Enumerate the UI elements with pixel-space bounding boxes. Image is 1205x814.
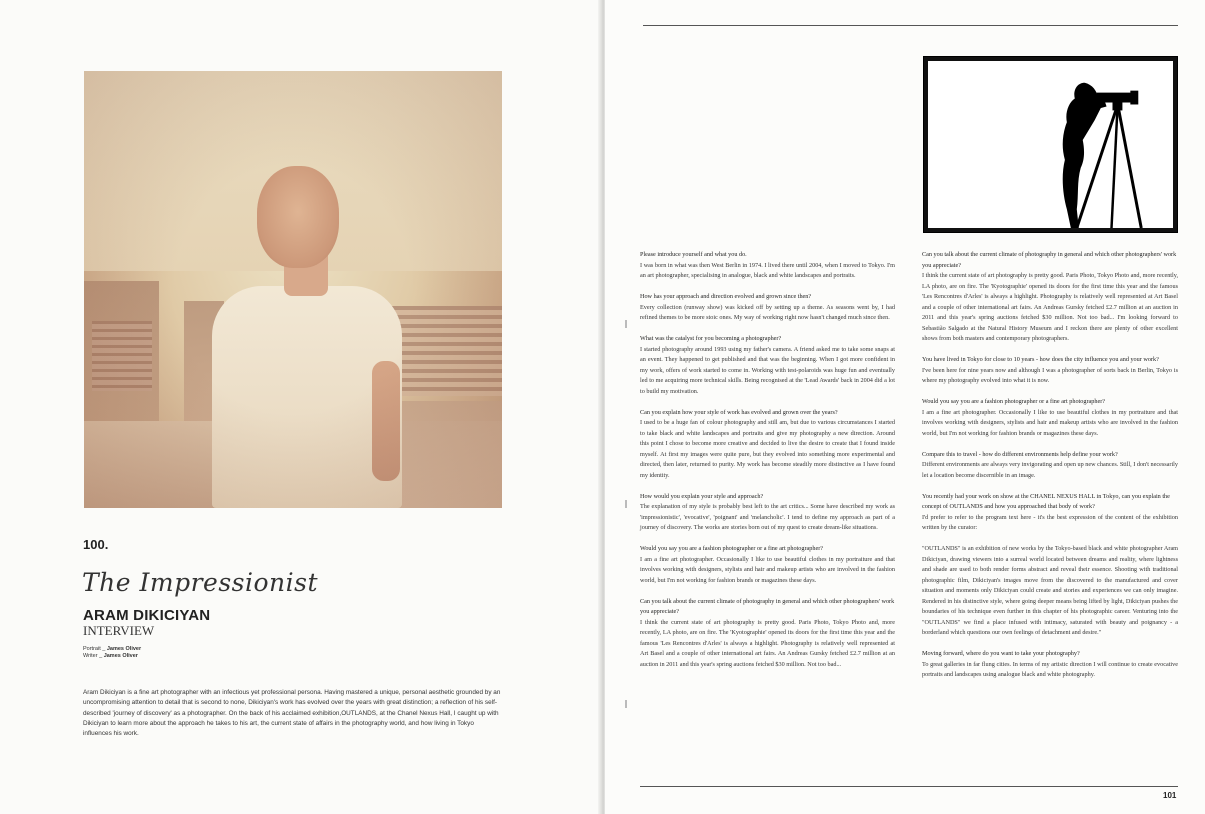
page-number-right: 101 <box>1163 791 1177 800</box>
qa-block <box>922 492 1178 534</box>
credits <box>83 646 141 660</box>
left-page <box>0 0 600 814</box>
top-rule <box>643 25 1178 26</box>
answer: I was born in what was then West Berlin in 1974. I lived there until 2004, when I moved to Tokyo. I'm an art photographer, specialising in analogue, black and white landscapes and portraits. <box>640 261 895 279</box>
bottom-rule <box>640 786 1178 787</box>
answer: I am a fine art photographer. Occasionally I like to use beautiful clothes in my portraiture and that involves working with designers, stylists and hair and makeup artists who are involved in the fashion world, but I'm not working for fashion brands or magazines these days. <box>922 408 1178 437</box>
question: How would you explain your style and approach? <box>640 492 764 500</box>
interviewee-name: ARAM DIKICIYAN <box>83 607 211 624</box>
answer: Different environments are always very invigorating and open up new chances. Still, I don't necessarily let a location become discernible in an image. <box>922 461 1178 479</box>
answer: I used to be a huge fan of colour photography and still am, but due to various circumstances I started to take black and white landscapes and portraits and give my photography a new direction. Around this point I chose to become more creative and decided to live the desire to create that I found inside myself. At first my images were quite pure, but they evolved into something more experimental and directed, then later, returned to purity. My work has become steadily more distinctive as I have found my identity. <box>640 419 895 479</box>
quote-block <box>922 544 1178 639</box>
qa-block <box>640 597 895 671</box>
qa-block <box>640 544 895 586</box>
question: Can you talk about the current climate of photography in general and which other photographers' work you appreciate? <box>922 251 1177 269</box>
question: Would you say you are a fashion photographer or a fine art photographer? <box>922 398 1106 405</box>
qa-block <box>922 450 1178 482</box>
question: You have lived in Tokyo for close to 10 years - how does the city influence you and your work? <box>922 356 1159 363</box>
margin-marks <box>625 320 629 720</box>
qa-block <box>922 397 1178 439</box>
qa-block <box>922 250 1178 345</box>
answer: I think the current state of art photography is pretty good. Paris Photo, Tokyo Photo and, more recently, LA photo, are on fire. The 'Kyotographie' opened its doors for the first time this year and the famous 'Les Rencontres d'Arles' is always a highlight. Photography is relatively well represented at Art Basel and a couple of other international art fairs. An Andreas Gursky fetched £2.7 million at an auction in 2011 and this year's spring auctions fetched $30 million. Not too bad... I'm looking forward to Sebastião Salgado at the Natural History Museum and I reckon there are plenty of other excellent shows from both masters and contemporary photographers. <box>922 272 1178 342</box>
credit-portrait: Portrait _ James Oliver <box>83 646 142 652</box>
photographer-silhouette-icon <box>923 56 1178 233</box>
curator-quote: "OUTLANDS" is an exhibition of new works by the Tokyo-based black and white photographer Aram Dikiciyan, drawing viewers into a surreal world located between dreams and reality, where lightness and shade are used to both render forms abstract and reveal their essence. Shooting with traditional photographic film, Dikiciyan's images move from the discovered to the manufactured and cover situation and moments only Dikiciyan could create and stories and experiences we can only imagine. Rendered in his distinctive style, where going deeper means being lifted by light, Dikiciyan pushes the boundaries of his technique even further in this chapter of his photographic career. Venturing into the "OUTLANDS" we find a place infused with intimacy, saturated with beauty and poignancy - a borderland which questions our own feelings of detachment and desire." <box>922 545 1178 636</box>
credit-writer: Writer _ James Oliver <box>83 653 138 659</box>
interview-column-right <box>922 250 1178 691</box>
answer: I started photography around 1993 using my father's camera. A friend asked me to take some snaps at an event. They happened to get published and that was the beginning. When I got more confident in my work, offers of work started to come in. Working with test-polaroids was huge fun and eventually led to me acquiring more technical skills. Being recognised at the 'Lead Awards' back in 2004 did a lot to build my motivation. <box>640 345 895 395</box>
answer: I've been here for nine years now and although I was a photographer of sorts back in Berlin, Tokyo is where my photography evolved into what it is now. <box>922 366 1178 384</box>
portrait-photo-icon <box>84 71 502 508</box>
answer: To great galleries in far flung cities. In terms of my artistic direction I will continue to create evocative portraits and landscapes using analogue black and white photography. <box>922 660 1178 678</box>
question: Moving forward, where do you want to take your photography? <box>922 650 1080 657</box>
question: What was the catalyst for you becoming a photographer? <box>640 335 782 342</box>
answer: Every collection (runway show) was kicked off by setting up a theme. As seasons went by, I had refined themes to be more stoic ones. My way of working right now hasn't changed much since then. <box>640 303 895 321</box>
answer: I'd prefer to refer to the program text here - it's the best expression of the content of the exhibition written by the curator: <box>922 513 1178 531</box>
question: Would you say you are a fashion photographer or a fine art photographer? <box>640 545 824 552</box>
qa-block <box>640 408 895 482</box>
question: Can you explain how your style of work has evolved and grown over the years? <box>640 408 838 416</box>
answer: The explanation of my style is probably best left to the art critics... Some have described my work as 'impressionistic', 'evocative', 'poignant' and 'melancholic'. I tend to define my approach as part of a journey of discovery. The works are stories born out of my quest to create dream-like situations. <box>640 503 895 531</box>
question: Compare this to travel - how do different environments help define your work? <box>922 450 1118 458</box>
question: Can you talk about the current climate of photography in general and which other photographers' work you appreciate? <box>640 597 895 615</box>
qa-block <box>640 334 895 397</box>
feature-title: The Impressionist <box>82 568 319 597</box>
qa-block <box>922 649 1178 681</box>
qa-block <box>640 492 895 534</box>
question: Please introduce yourself and what you do. <box>640 251 747 258</box>
article-subtitle: INTERVIEW <box>83 623 155 638</box>
page-number-left: 100. <box>83 537 109 552</box>
question: How has your approach and direction evolved and grown since then? <box>640 293 812 300</box>
interview-column-left <box>640 250 895 681</box>
qa-block <box>640 292 895 324</box>
qa-block <box>922 355 1178 387</box>
answer: I think the current state of art photography is pretty good. Paris Photo, Tokyo Photo and, more recently, LA photo, are on fire. The 'Kyotographie' opened its doors for the first time this year and the famous 'Les Rencontres d'Arles' is always a highlight. Photography is relatively well represented at Art Basel and a couple of other international art fairs. An Andreas Gursky fetched £2.7 million at an auction in 2011 and this year's spring auctions fetched $30 million. Not too bad... <box>640 618 895 668</box>
answer: I am a fine art photographer. Occasionally I like to use beautiful clothes in my portraiture and that involves working with designers, stylists and hair and makeup artists who are involved in the fashion world, but I'm not working for fashion brands or magazines these days. <box>640 555 895 584</box>
qa-block <box>640 250 895 282</box>
intro-paragraph: Aram Dikiciyan is a fine art photographer with an infectious yet professional persona. Having mastered a unique, personal aesthetic grounded by an uncompromising attention to detail that is second to none, Dikiciyan's work has evolved over the years with great distinction; a reflection of his self-described 'journey of discovery' as a photographer. On the back of his acclaimed exhibition,OUTLANDS, at the Chanel Nexus Hall, I caught up with Dikiciyan to learn more about the approach he takes to his art, the current state of affairs in the photography world, and how living in Tokyo influences his work. <box>83 689 501 738</box>
question: You recently had your work on show at the CHANEL NEXUS HALL in Tokyo, can you explain the concept of OUTLANDS and how you approached that body of work? <box>922 492 1170 510</box>
